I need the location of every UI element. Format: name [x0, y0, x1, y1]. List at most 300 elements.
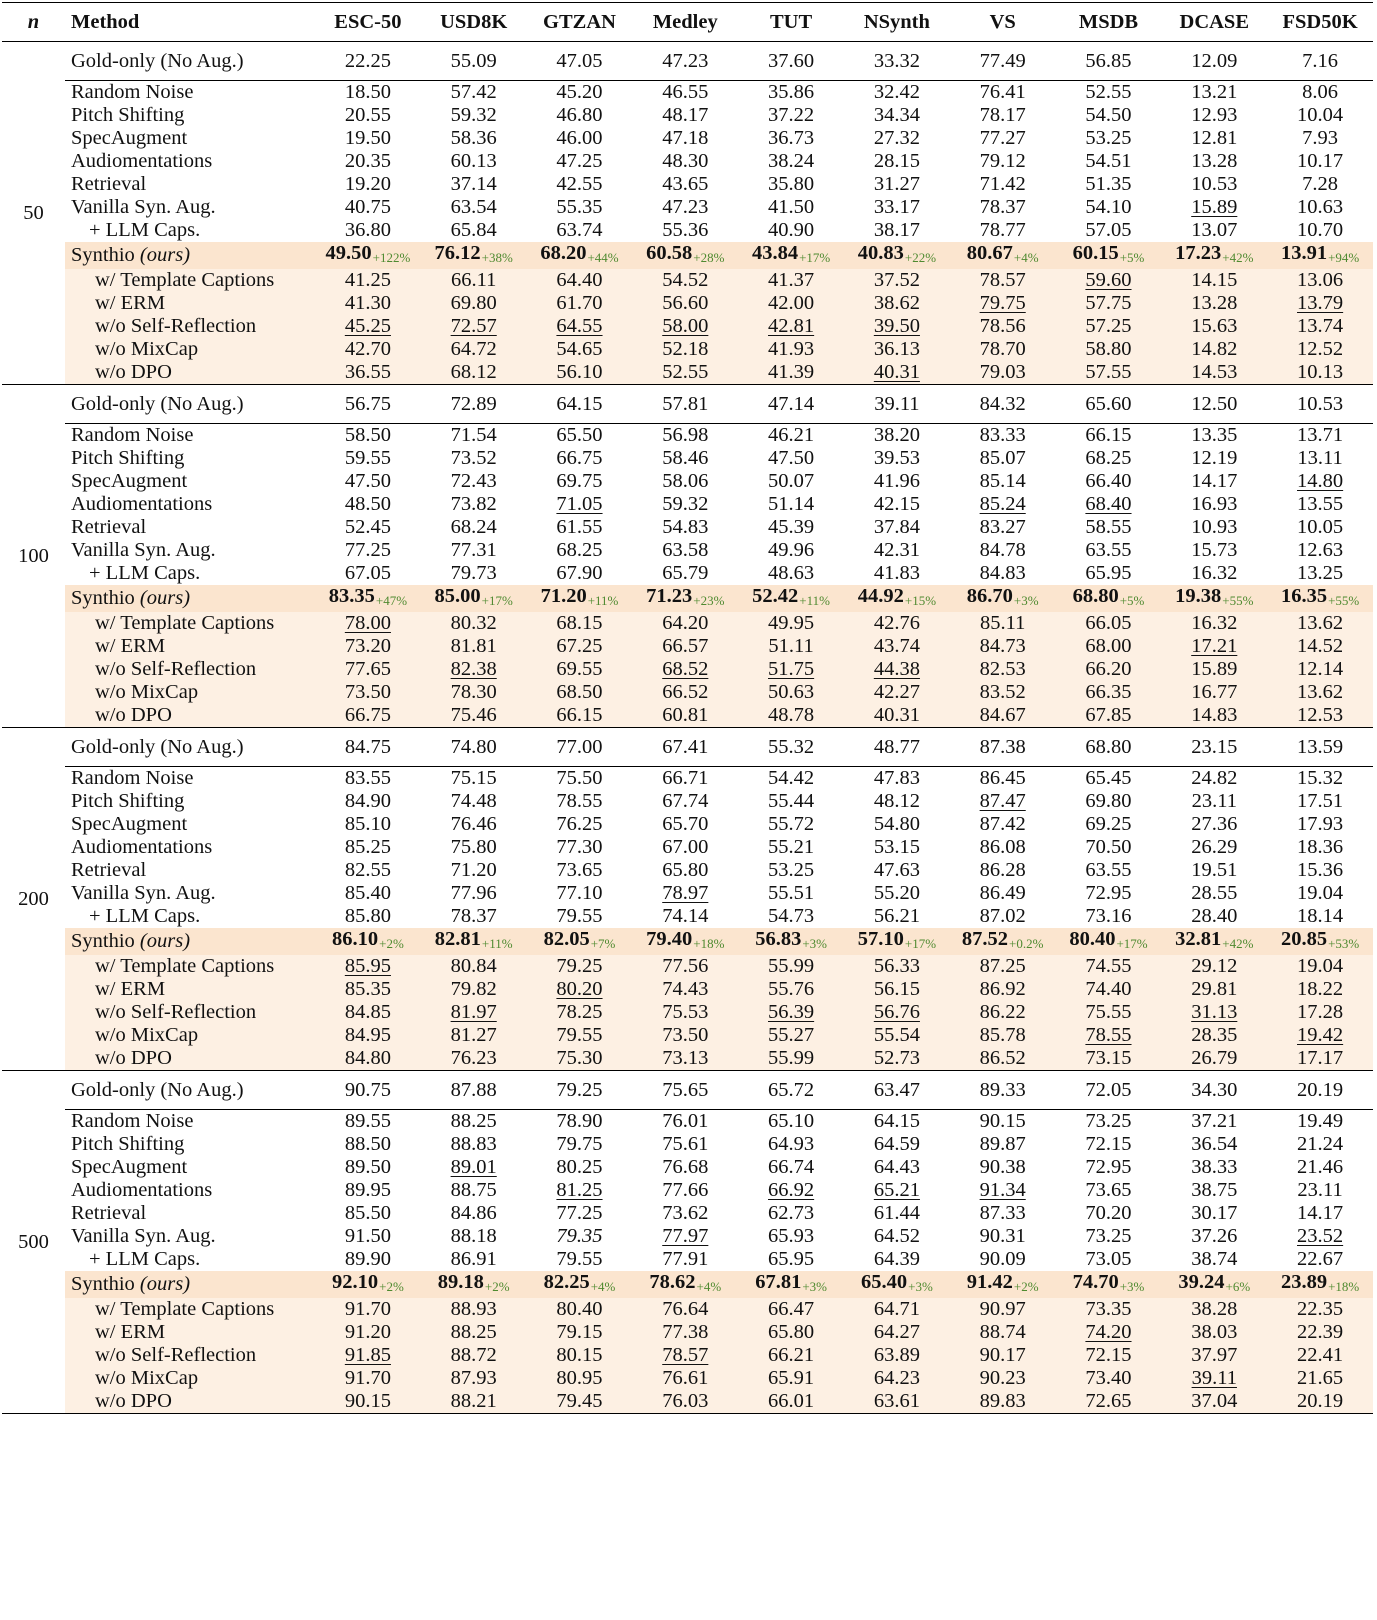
value-cell [1161, 127, 1267, 150]
value: 45.20 [556, 81, 603, 103]
value: 47.14 [768, 392, 815, 415]
value: 45.39 [768, 516, 815, 538]
value: 73.15 [1085, 1047, 1132, 1069]
value: 65.21 [873, 1179, 920, 1201]
value-cell [527, 470, 633, 493]
value: 23.89 [1280, 1271, 1328, 1293]
method-cell [65, 767, 315, 791]
value-cell [315, 385, 421, 424]
value: 42.70 [344, 338, 391, 360]
value: 65.45 [1085, 767, 1132, 789]
table-row [2, 1047, 1373, 1071]
col-header-vs: VS [950, 3, 1056, 42]
value-cell [1161, 1225, 1267, 1248]
table-row [2, 338, 1373, 361]
value-cell [1161, 859, 1267, 882]
value-cell [632, 196, 738, 219]
gain-label: +38% [481, 250, 513, 265]
value-cell [421, 292, 527, 315]
value: 42.81 [768, 315, 815, 337]
value: 17.17 [1297, 1047, 1344, 1069]
table-row [2, 1179, 1373, 1202]
value: 57.05 [1085, 219, 1132, 241]
value-cell [738, 562, 844, 585]
value: 79.25 [556, 955, 603, 977]
value: 76.23 [450, 1047, 497, 1069]
value: 73.52 [450, 447, 497, 469]
method-label: Vanilla Syn. Aug. [71, 196, 216, 218]
value-cell [738, 127, 844, 150]
value-cell [421, 612, 527, 635]
method-label: Audiomentations [71, 493, 213, 515]
value: 78.30 [450, 681, 497, 703]
value-cell [844, 516, 950, 539]
value: 46.80 [556, 104, 603, 126]
value-cell [1056, 361, 1162, 385]
value: 57.81 [662, 392, 709, 415]
value-cell [738, 1179, 844, 1202]
value-cell [738, 882, 844, 905]
value: 42.00 [768, 292, 815, 314]
value: 88.21 [450, 1390, 497, 1412]
value: 87.52 [961, 928, 1009, 950]
value: 85.25 [344, 836, 391, 858]
value: 40.75 [344, 196, 391, 218]
value-cell [738, 612, 844, 635]
value: 79.45 [556, 1390, 603, 1412]
value-cell [1267, 1344, 1373, 1367]
value: 13.59 [1297, 735, 1344, 758]
value-cell [632, 978, 738, 1001]
value: 28.40 [1191, 905, 1238, 927]
value-cell [632, 1298, 738, 1321]
gain-label: +0.2% [1009, 936, 1044, 951]
table-row [2, 704, 1373, 728]
value: 56.21 [873, 905, 920, 927]
value-cell [1056, 516, 1162, 539]
value-cell [1267, 1156, 1373, 1179]
value-cell [1161, 539, 1267, 562]
value-cell [527, 104, 633, 127]
value: 39.24 [1178, 1271, 1225, 1293]
value: 68.20 [540, 242, 587, 264]
value-cell [527, 385, 633, 424]
value-cell [844, 269, 950, 292]
value: 77.25 [556, 1202, 603, 1224]
value: 60.58 [646, 242, 693, 264]
value-cell [950, 585, 1056, 612]
value-cell [738, 104, 844, 127]
value-cell [950, 1110, 1056, 1134]
value-cell [421, 447, 527, 470]
value: 64.20 [662, 612, 709, 634]
value-cell [1161, 813, 1267, 836]
value-cell [1056, 813, 1162, 836]
value-cell [527, 1271, 633, 1298]
value-cell [632, 905, 738, 928]
value-cell [950, 361, 1056, 385]
value-cell [421, 635, 527, 658]
value-cell [844, 1390, 950, 1414]
value-cell [844, 127, 950, 150]
value-cell [315, 1321, 421, 1344]
value: 26.79 [1191, 1047, 1238, 1069]
value-cell [738, 516, 844, 539]
value-cell [950, 42, 1056, 81]
value-cell [950, 635, 1056, 658]
value: 72.57 [450, 315, 497, 337]
value-cell [738, 470, 844, 493]
value: 73.50 [662, 1024, 709, 1046]
value-cell [632, 1248, 738, 1271]
value-cell [421, 978, 527, 1001]
value-cell [950, 612, 1056, 635]
value: 75.46 [450, 704, 497, 726]
value-cell [421, 1110, 527, 1134]
value-cell [632, 127, 738, 150]
method-label: Synthio [71, 1273, 135, 1295]
value-cell [950, 470, 1056, 493]
value-cell [527, 882, 633, 905]
value-cell [315, 338, 421, 361]
value-cell [421, 836, 527, 859]
value: 28.55 [1191, 882, 1238, 904]
method-cell [65, 859, 315, 882]
gain-label: +5% [1119, 250, 1145, 265]
method-label: + LLM Caps. [89, 562, 201, 584]
value: 28.35 [1191, 1024, 1238, 1046]
value-cell [1056, 836, 1162, 859]
table-row [2, 493, 1373, 516]
value-cell [1267, 1133, 1373, 1156]
value-cell [632, 728, 738, 767]
col-header-method: Method [65, 3, 315, 42]
method-cell [65, 292, 315, 315]
value: 69.55 [556, 658, 603, 680]
value: 31.27 [873, 173, 920, 195]
table-row [2, 859, 1373, 882]
value: 14.80 [1297, 470, 1344, 492]
method-cell [65, 612, 315, 635]
value-cell [1267, 539, 1373, 562]
value-cell [421, 790, 527, 813]
gain-label: +4% [590, 1279, 616, 1294]
value-cell [738, 790, 844, 813]
value: 18.14 [1297, 905, 1344, 927]
value-cell [844, 539, 950, 562]
table-row [2, 315, 1373, 338]
value-cell [421, 928, 527, 955]
value: 78.00 [344, 612, 391, 634]
value-cell [632, 882, 738, 905]
value: 64.39 [873, 1248, 920, 1270]
value: 10.17 [1297, 150, 1344, 172]
gain-label: +122% [372, 250, 411, 265]
method-cell [65, 928, 315, 955]
method-label: Audiomentations [71, 836, 213, 858]
value: 22.41 [1297, 1344, 1344, 1366]
value-cell [527, 424, 633, 448]
method-label: Retrieval [71, 859, 147, 881]
value-cell [527, 704, 633, 728]
value-cell [315, 1110, 421, 1134]
value: 89.18 [437, 1271, 484, 1293]
value-cell [844, 1024, 950, 1047]
value-cell [315, 1001, 421, 1024]
value-cell [1267, 928, 1373, 955]
value-cell [844, 1156, 950, 1179]
value-cell [1056, 315, 1162, 338]
value: 66.01 [768, 1390, 815, 1412]
value: 78.77 [979, 219, 1026, 241]
value: 14.53 [1191, 361, 1238, 383]
value: 28.15 [873, 150, 920, 172]
value: 68.25 [1085, 447, 1132, 469]
value: 21.46 [1297, 1156, 1344, 1178]
value: 29.81 [1191, 978, 1238, 1000]
value-cell [527, 612, 633, 635]
value-cell [527, 1071, 633, 1110]
value: 37.60 [768, 49, 815, 72]
value-cell [421, 767, 527, 791]
gain-label: +47% [375, 593, 408, 608]
value-cell [1267, 1202, 1373, 1225]
value: 79.55 [556, 1248, 603, 1270]
value-cell [1056, 585, 1162, 612]
value-cell [844, 1110, 950, 1134]
value-cell [421, 658, 527, 681]
gain-label: +2% [484, 1279, 510, 1294]
method-cell [65, 242, 315, 269]
value-cell [1267, 127, 1373, 150]
value: 82.38 [450, 658, 497, 680]
method-cell [65, 150, 315, 173]
value: 66.57 [662, 635, 709, 657]
value: 38.75 [1191, 1179, 1238, 1201]
value-cell [421, 127, 527, 150]
value-cell [950, 447, 1056, 470]
value: 66.21 [768, 1344, 815, 1366]
value-cell [632, 150, 738, 173]
value: 12.50 [1191, 392, 1238, 415]
value: 47.23 [662, 49, 709, 72]
value-cell [527, 1047, 633, 1071]
value-cell [1161, 424, 1267, 448]
value-cell [527, 292, 633, 315]
value-cell [315, 1298, 421, 1321]
value-cell [315, 104, 421, 127]
value-cell [844, 385, 950, 424]
value: 71.42 [979, 173, 1026, 195]
value-cell [1267, 978, 1373, 1001]
value: 38.24 [768, 150, 815, 172]
method-label: Synthio [71, 244, 135, 266]
method-cell [65, 338, 315, 361]
value: 75.53 [662, 1001, 709, 1023]
value-cell [738, 1367, 844, 1390]
method-cell [65, 196, 315, 219]
value: 51.75 [768, 658, 815, 680]
value-cell [527, 516, 633, 539]
value-cell [1267, 1390, 1373, 1414]
value-cell [527, 1298, 633, 1321]
value-cell [1267, 704, 1373, 728]
value: 30.17 [1191, 1202, 1238, 1224]
value-cell [421, 1390, 527, 1414]
gain-label: +18% [693, 936, 725, 951]
value: 58.50 [344, 424, 391, 446]
table-row [2, 1248, 1373, 1271]
value-cell [1267, 1367, 1373, 1390]
value: 13.28 [1191, 292, 1238, 314]
value-cell [844, 219, 950, 242]
value: 79.40 [646, 928, 693, 950]
value-cell [632, 292, 738, 315]
value: 64.23 [873, 1367, 920, 1389]
value: 82.55 [344, 859, 391, 881]
value-cell [421, 1367, 527, 1390]
value: 73.65 [556, 859, 603, 881]
value: 24.82 [1191, 767, 1238, 789]
value-cell [1267, 219, 1373, 242]
value: 76.03 [662, 1390, 709, 1412]
value-cell [844, 1321, 950, 1344]
value-cell [1056, 385, 1162, 424]
method-cell [65, 1001, 315, 1024]
value: 78.55 [556, 790, 603, 812]
value: 66.75 [556, 447, 603, 469]
value-cell [527, 859, 633, 882]
value: 21.24 [1297, 1133, 1344, 1155]
method-cell [65, 955, 315, 978]
value-cell [1056, 1133, 1162, 1156]
value-cell [844, 704, 950, 728]
table-row [2, 104, 1373, 127]
gain-label: +53% [1328, 936, 1360, 951]
method-label: SpecAugment [71, 470, 188, 492]
value-cell [527, 836, 633, 859]
value: 57.75 [1085, 292, 1132, 314]
value-cell [1056, 905, 1162, 928]
value-cell [527, 767, 633, 791]
value: 14.17 [1297, 1202, 1344, 1224]
value: 68.12 [450, 361, 497, 383]
value-cell [844, 104, 950, 127]
value: 48.78 [768, 704, 815, 726]
gain-label: +4% [696, 1279, 722, 1294]
value: 67.25 [556, 635, 603, 657]
value-cell [421, 173, 527, 196]
value-cell [315, 173, 421, 196]
value: 52.42 [752, 585, 799, 607]
value: 19.49 [1297, 1110, 1344, 1132]
value-cell [1267, 882, 1373, 905]
value-cell [738, 242, 844, 269]
value: 41.83 [873, 562, 920, 584]
table-row-synthio [2, 585, 1373, 612]
value: 84.86 [450, 1202, 497, 1224]
value: 68.80 [1085, 735, 1132, 758]
value: 90.17 [979, 1344, 1026, 1366]
value: 35.80 [768, 173, 815, 195]
value-cell [844, 658, 950, 681]
value: 44.92 [857, 585, 904, 607]
value-cell [421, 1071, 527, 1110]
value-cell [421, 728, 527, 767]
value: 14.83 [1191, 704, 1238, 726]
value-cell [844, 1271, 950, 1298]
value: 84.80 [344, 1047, 391, 1069]
value: 82.25 [543, 1271, 590, 1293]
value: 41.30 [344, 292, 391, 314]
value-cell [421, 1321, 527, 1344]
value: 61.55 [556, 516, 603, 538]
value: 13.35 [1191, 424, 1238, 446]
value-cell [527, 196, 633, 219]
value: 66.20 [1085, 658, 1132, 680]
value-cell [844, 242, 950, 269]
value-cell [844, 1367, 950, 1390]
table-row [2, 767, 1373, 791]
value-cell [421, 81, 527, 105]
value: 69.25 [1085, 813, 1132, 835]
value: 46.00 [556, 127, 603, 149]
gain-label: +2% [379, 1279, 404, 1294]
method-label: SpecAugment [71, 127, 188, 149]
value-cell [527, 447, 633, 470]
value: 7.16 [1302, 49, 1339, 72]
value-cell [421, 859, 527, 882]
value: 55.99 [768, 955, 815, 977]
value-cell [632, 42, 738, 81]
value: 31.13 [1191, 1001, 1238, 1023]
value: 55.27 [768, 1024, 815, 1046]
value: 54.52 [662, 269, 709, 291]
value-cell [1161, 728, 1267, 767]
value-cell [632, 1156, 738, 1179]
value: 56.39 [768, 1001, 815, 1023]
value: 12.81 [1191, 127, 1238, 149]
gain-label: +2% [1013, 1279, 1039, 1294]
value-cell [1056, 539, 1162, 562]
gain-label: +5% [1119, 593, 1145, 608]
value-cell [844, 424, 950, 448]
value: 74.48 [450, 790, 497, 812]
value: 72.43 [450, 470, 497, 492]
value: 51.35 [1085, 173, 1132, 195]
table-row [2, 361, 1373, 385]
value: 79.35 [556, 1225, 603, 1247]
value-cell [950, 905, 1056, 928]
value: 10.53 [1297, 392, 1344, 415]
value: 85.00 [434, 585, 481, 607]
value-cell [315, 635, 421, 658]
value-cell [738, 1071, 844, 1110]
method-cell [65, 1133, 315, 1156]
value-cell [632, 1133, 738, 1156]
table-row [2, 1225, 1373, 1248]
value-cell [632, 813, 738, 836]
value-cell [738, 1225, 844, 1248]
value-cell [1267, 424, 1373, 448]
value-cell [950, 242, 1056, 269]
value: 65.79 [662, 562, 709, 584]
value-cell [844, 728, 950, 767]
value: 49.50 [325, 242, 372, 264]
value-cell [1161, 269, 1267, 292]
value-cell [1056, 127, 1162, 150]
value: 75.61 [662, 1133, 709, 1155]
